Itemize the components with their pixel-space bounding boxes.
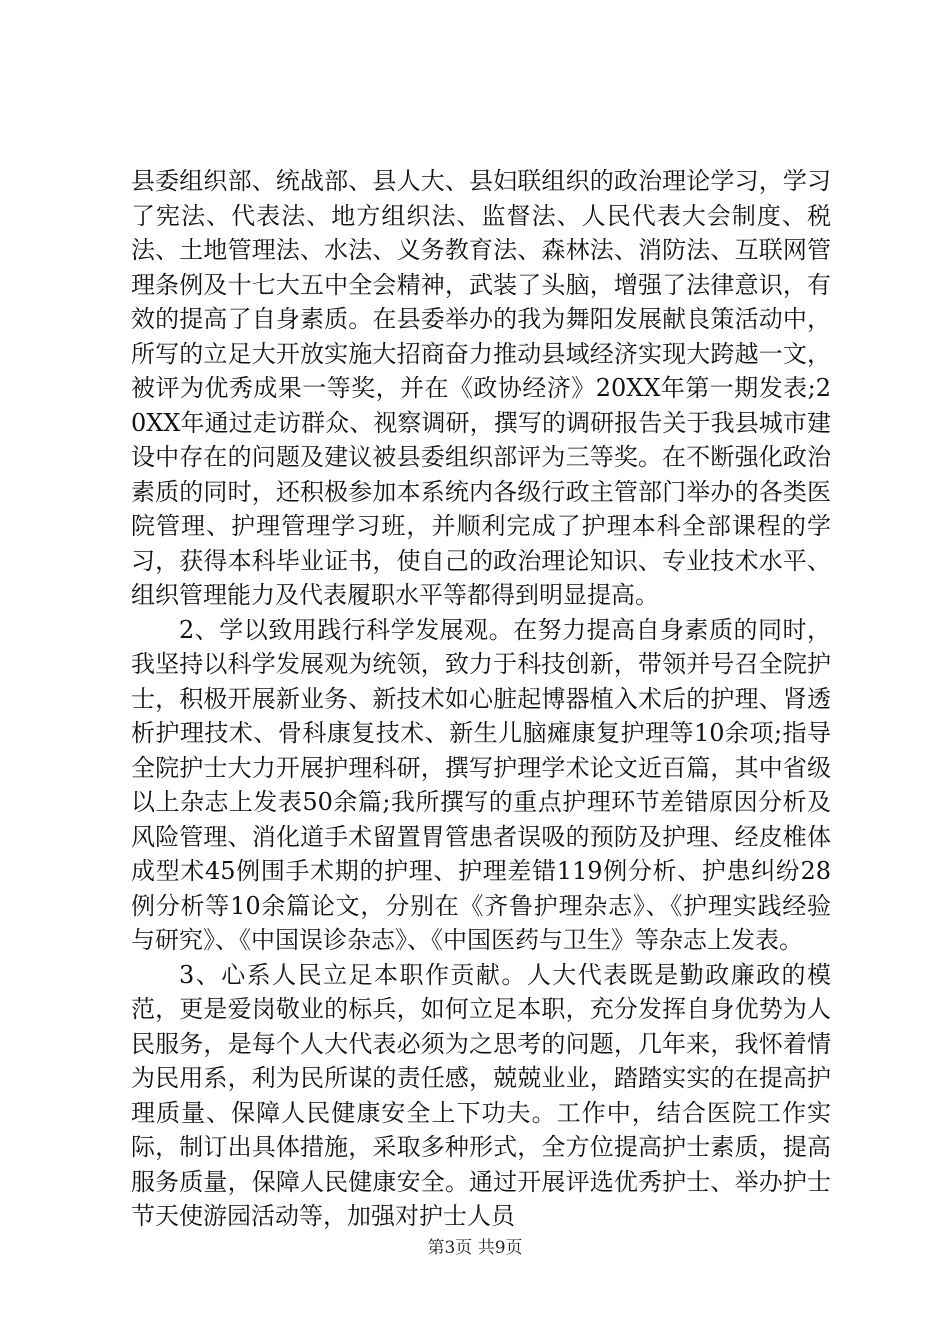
paragraph-3: 3、心系人民立足本职作贡献。人大代表既是勤政廉政的模范，更是爱岗敬业的标兵，如何立足本职，充分发挥自身优势为人民服务，是每个人大代表必须为之思考的问题，几年来，我怀着情为民用系，利为民所谋的责任感，兢兢业业，踏踏实实的在提高护理质量、保障人民健康安全上下功夫。工作中，结合医院工作实际，制订出具体措施，采取多种形式，全方位提高护士素质，提高服务质量，保障人民健康安全。通过开展评选优秀护士、举办护士节天使游园活动等，加强对护士人员 bbox=[131, 960, 831, 1230]
paragraph-1: 县委组织部、统战部、县人大、县妇联组织的政治理论学习，学习了宪法、代表法、地方组织法、监督法、人民代表大会制度、税法、土地管理法、水法、义务教育法、森林法、消防法、互联网管理条例及十七大五中全会精神，武装了头脑，增强了法律意识，有效的提高了自身素质。在县委举办的我为舞阳发展献良策活动中，所写的立足大开放实施大招商奋力推动县域经济实现大跨越一文，被评为优秀成果一等奖，并在《政协经济》20XX年第一期发表;20XX年通过走访群众、视察调研，撰写的调研报告关于我县城市建设中存在的问题及建议被县委组织部评为三等奖。在不断强化政治素质的同时，还积极参加本系统内各级行政主管部门举办的各类医院管理、护理管理学习班，并顺利完成了护理本科全部课程的学习，获得本科毕业证书，使自己的政治理论知识、专业技术水平、组织管理能力及代表履职水平等都得到明显提高。 bbox=[131, 167, 831, 609]
page-footer: 第3页 共9页 bbox=[427, 1238, 523, 1258]
document-body bbox=[131, 164, 831, 1234]
paragraph-2: 2、学以致用践行科学发展观。在努力提高自身素质的同时，我坚持以科学发展观为统领，致力于科技创新，带领并号召全院护士，积极开展新业务、新技术如心脏起博器植入术后的护理、肾透析护理技术、骨科康复技术、新生儿脑瘫康复护理等10余项;指导全院护士大力开展护理科研，撰写护理学术论文近百篇，其中省级以上杂志上发表50余篇;我所撰写的重点护理环节差错原因分析及风险管理、消化道手术留置胃管患者误吸的预防及护理、经皮椎体成型术45例围手术期的护理、护理差错119例分析、护患纠纷28例分析等10余篇论文，分别在《齐鲁护理杂志》、《护理实践经验与研究》、《中国误诊杂志》、《中国医药与卫生》等杂志上发表。 bbox=[131, 615, 831, 954]
